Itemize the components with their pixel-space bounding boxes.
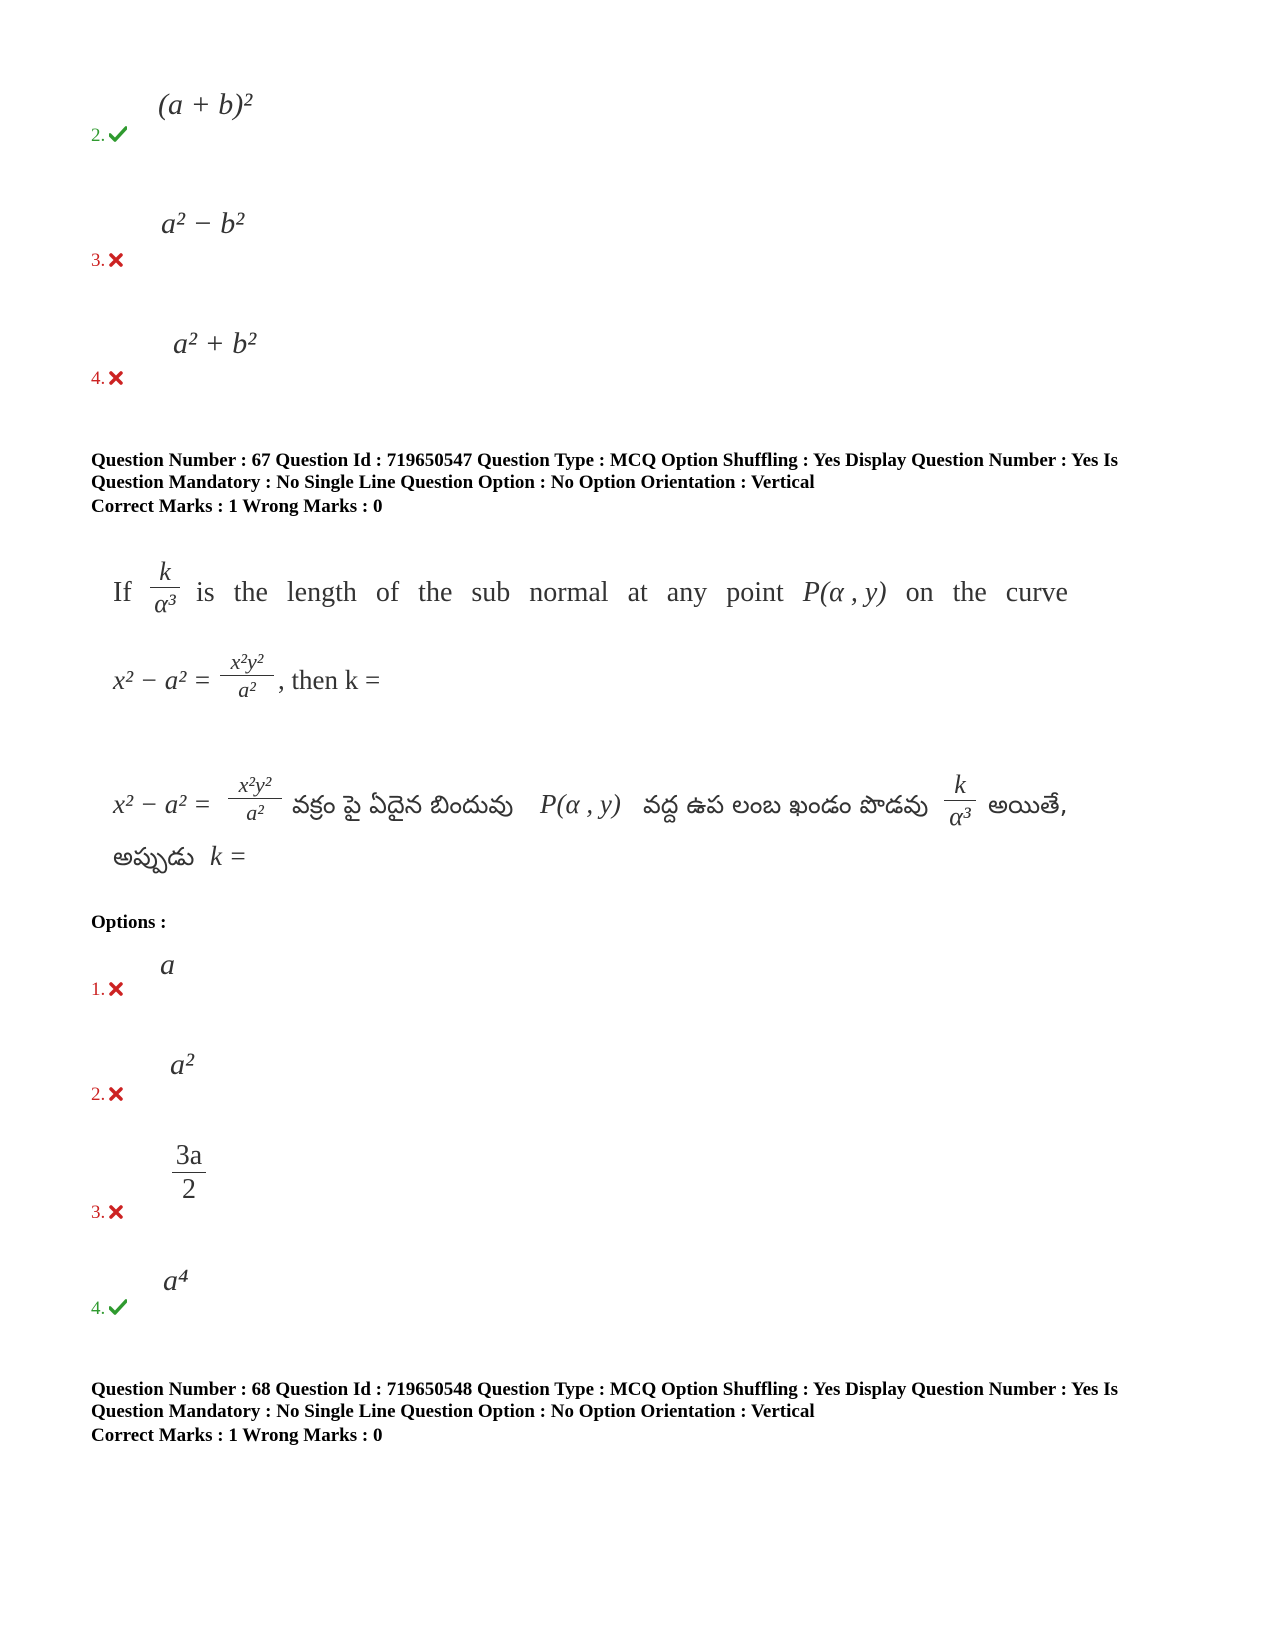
q67-te-k-numerator: k (954, 770, 966, 799)
prev-option-3-number: 3. (91, 250, 106, 271)
q67-option-3-fraction (172, 1141, 206, 1205)
q68-marks: Correct Marks : 1 Wrong Marks : 0 (91, 1425, 383, 1446)
q67-word: on (905, 577, 934, 608)
q67-meta-line1: Question Number : 67 Question Id : 719650547 Question Type : MCQ Option Shuffling : Yes Display Question Number : Yes Is (91, 450, 1118, 471)
q67-marks: Correct Marks : 1 Wrong Marks : 0 (91, 496, 383, 517)
prev-option-4-number: 4. (91, 368, 106, 389)
q67-te-text-subnormal: వద్ద ఉప లంబ ఖండం పొడవు (643, 790, 929, 819)
q67-word: length (286, 577, 357, 608)
q67-word: the (233, 577, 268, 608)
q68-meta (91, 1379, 1191, 1423)
q67-word: of (375, 577, 400, 608)
prev-option-4-expression: a² + b² (173, 327, 257, 360)
q67-te-fraction-numerator: x²y² (238, 772, 272, 797)
q67-word: sub (471, 577, 511, 608)
prev-option-2-expression: (a + b)² (158, 88, 253, 121)
prev-option-4 (91, 368, 123, 391)
q67-point: P(α , y) (802, 577, 887, 608)
q67-meta (91, 450, 1191, 494)
q67-equation-fraction-denominator: a² (238, 677, 256, 703)
q67-equation-fraction-numerator: x²y² (230, 649, 264, 674)
q67-option-3 (91, 1202, 123, 1225)
q67-option-1-expression: a (160, 948, 175, 981)
q67-if-word: If (113, 577, 132, 608)
q67-option-4 (91, 1298, 127, 1321)
q67-te-k-denominator: α³ (949, 802, 971, 832)
q67-option-3-numerator: 3a (175, 1140, 203, 1171)
q67-word: curve (1005, 577, 1068, 608)
q67-option-2-expression: a² (170, 1048, 194, 1081)
q67-option-4-expression: a⁴ (163, 1264, 189, 1297)
q67-option-4-number: 4. (91, 1298, 106, 1319)
q67-option-3-number: 3. (91, 1202, 106, 1223)
cross-icon (109, 251, 123, 273)
q67-then-k: , then k = (278, 665, 381, 695)
q68-meta-line2: Question Mandatory : No Single Line Question Option : No Option Orientation : Vertical (91, 1401, 815, 1422)
q67-options-label: Options : (91, 912, 167, 933)
prev-option-2 (91, 125, 127, 148)
q67-word: any (666, 577, 708, 608)
q67-te-equation-fraction (228, 773, 282, 824)
prev-option-3 (91, 250, 123, 273)
cross-icon (109, 980, 123, 1002)
q67-te-point: P(α , y) (540, 789, 621, 819)
q67-meta-line2: Question Mandatory : No Single Line Question Option : No Option Orientation : Vertical (91, 472, 815, 493)
q67-english-line1 (196, 577, 1068, 609)
q67-word: is (196, 577, 215, 608)
q67-te-then: అప్పుడు (113, 842, 195, 871)
q67-te-k-equals: k = (210, 841, 247, 871)
q67-word: at (627, 577, 648, 608)
q67-te-text-if: అయితే, (988, 790, 1068, 819)
cross-icon (109, 1203, 123, 1225)
q67-te-text-curve: వక్రం పై ఏదైన బిందువు (292, 790, 514, 819)
q67-k-fraction-denominator: α³ (154, 589, 176, 619)
q67-option-2-number: 2. (91, 1084, 106, 1105)
prev-option-3-expression: a² − b² (161, 207, 245, 240)
cross-icon (109, 369, 123, 391)
q68-meta-line1: Question Number : 68 Question Id : 719650548 Question Type : MCQ Option Shuffling : Yes Display Question Number : Yes Is (91, 1379, 1118, 1400)
q67-word: the (418, 577, 453, 608)
check-icon (109, 126, 127, 148)
q67-option-3-denominator: 2 (182, 1174, 196, 1206)
q67-k-fraction-numerator: k (159, 557, 171, 586)
check-icon (109, 1299, 127, 1321)
q67-te-fraction-denominator: a² (246, 800, 264, 826)
q67-te-k-fraction (944, 771, 976, 831)
cross-icon (109, 1085, 123, 1107)
q67-k-fraction (150, 558, 180, 618)
q67-option-1 (91, 979, 123, 1002)
q67-equation-lhs: x² − a² = (113, 665, 212, 695)
q67-word: point (726, 577, 784, 608)
q67-word: normal (529, 577, 609, 608)
prev-option-2-number: 2. (91, 125, 106, 146)
q67-word: the (952, 577, 987, 608)
q67-te-equation-lhs: x² − a² = (113, 789, 212, 819)
q67-option-1-number: 1. (91, 979, 106, 1000)
q67-equation-fraction (220, 650, 274, 701)
q67-option-2 (91, 1084, 123, 1107)
